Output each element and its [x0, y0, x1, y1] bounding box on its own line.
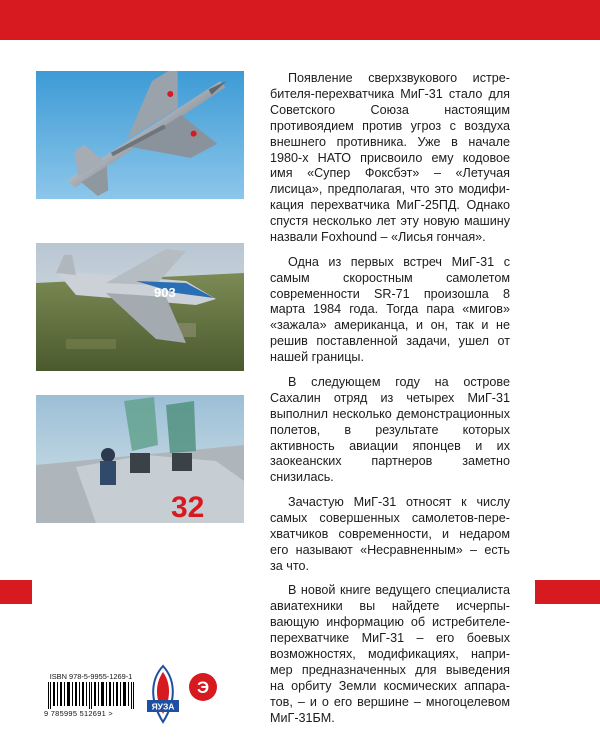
paragraph-4: Зачастую МиГ-31 относят к числу самых совершенных самолетов-перехватчиков современности, и недаром его называют «Несравненным» – есть за что.: [270, 495, 510, 573]
photo-mig31-cockpit: [36, 395, 244, 523]
paragraph-3: В следующем году на острове Сахалин отряд из четырех МиГ-31 выполнил несколько демонстрационных полетов, в результате которых активность авиации японцев и их заокеанских партнеров заметно снизилась.: [270, 374, 510, 485]
photo-mig31-flight: [36, 71, 244, 199]
paragraph-2: Одна из первых встреч МиГ-31 с самым скоростным самолетом современности SR-71 произошла 8 марта 1984 года. Тогда пара «мигов» «зажала» американца, и он, так и не решив поставленной задачи, ушел от нашей границы.: [270, 254, 510, 365]
paragraph-5: В новой книге ведущего специалиста авиатехники вы найдете исчерпывающую информацию об истребителе-перехватчике МиГ-31 – его боевых возможностях, модификациях, например предназначенных для выведения на орбиту Земли космических аппаратов, – и о его вершине – многоцелевом МиГ-31БМ.: [270, 583, 510, 725]
isbn-digits: 9 785995 512691 >: [44, 709, 114, 718]
publisher-logo-e: [188, 672, 218, 702]
annotation-text: [270, 71, 510, 735]
yauza-text: ЯУЗА: [151, 701, 175, 712]
right-red-band: [535, 580, 600, 604]
isbn-barcode: [44, 672, 138, 722]
logo-e-text: Э: [196, 678, 210, 697]
top-red-band: [0, 0, 600, 40]
cockpit-number: 32: [171, 491, 205, 523]
barcode-bars: [44, 682, 138, 709]
photo-mig31-903: [36, 243, 244, 371]
left-red-band: [0, 580, 32, 604]
isbn-label: ISBN 978-5-9955-1269-1: [49, 672, 133, 681]
publisher-logo-yauza: [144, 664, 182, 724]
paragraph-1: Появление сверхзвукового истребителя-перехватчика МиГ-31 стало для Советского Союза настоящим противоядием против угроз с воздуха внешнего противника. Уже в начале 1980-х НАТО присвоило ему кодовое имя «Супер Фоксбэт» – «Летучая лисица», предполагая, что это модификация перехватчика МиГ-25ПД. Однако спустя несколько лет эту новую машину назвали Foxhound – «Лисья гончая».: [270, 71, 510, 245]
aircraft-number: 903: [154, 285, 176, 300]
